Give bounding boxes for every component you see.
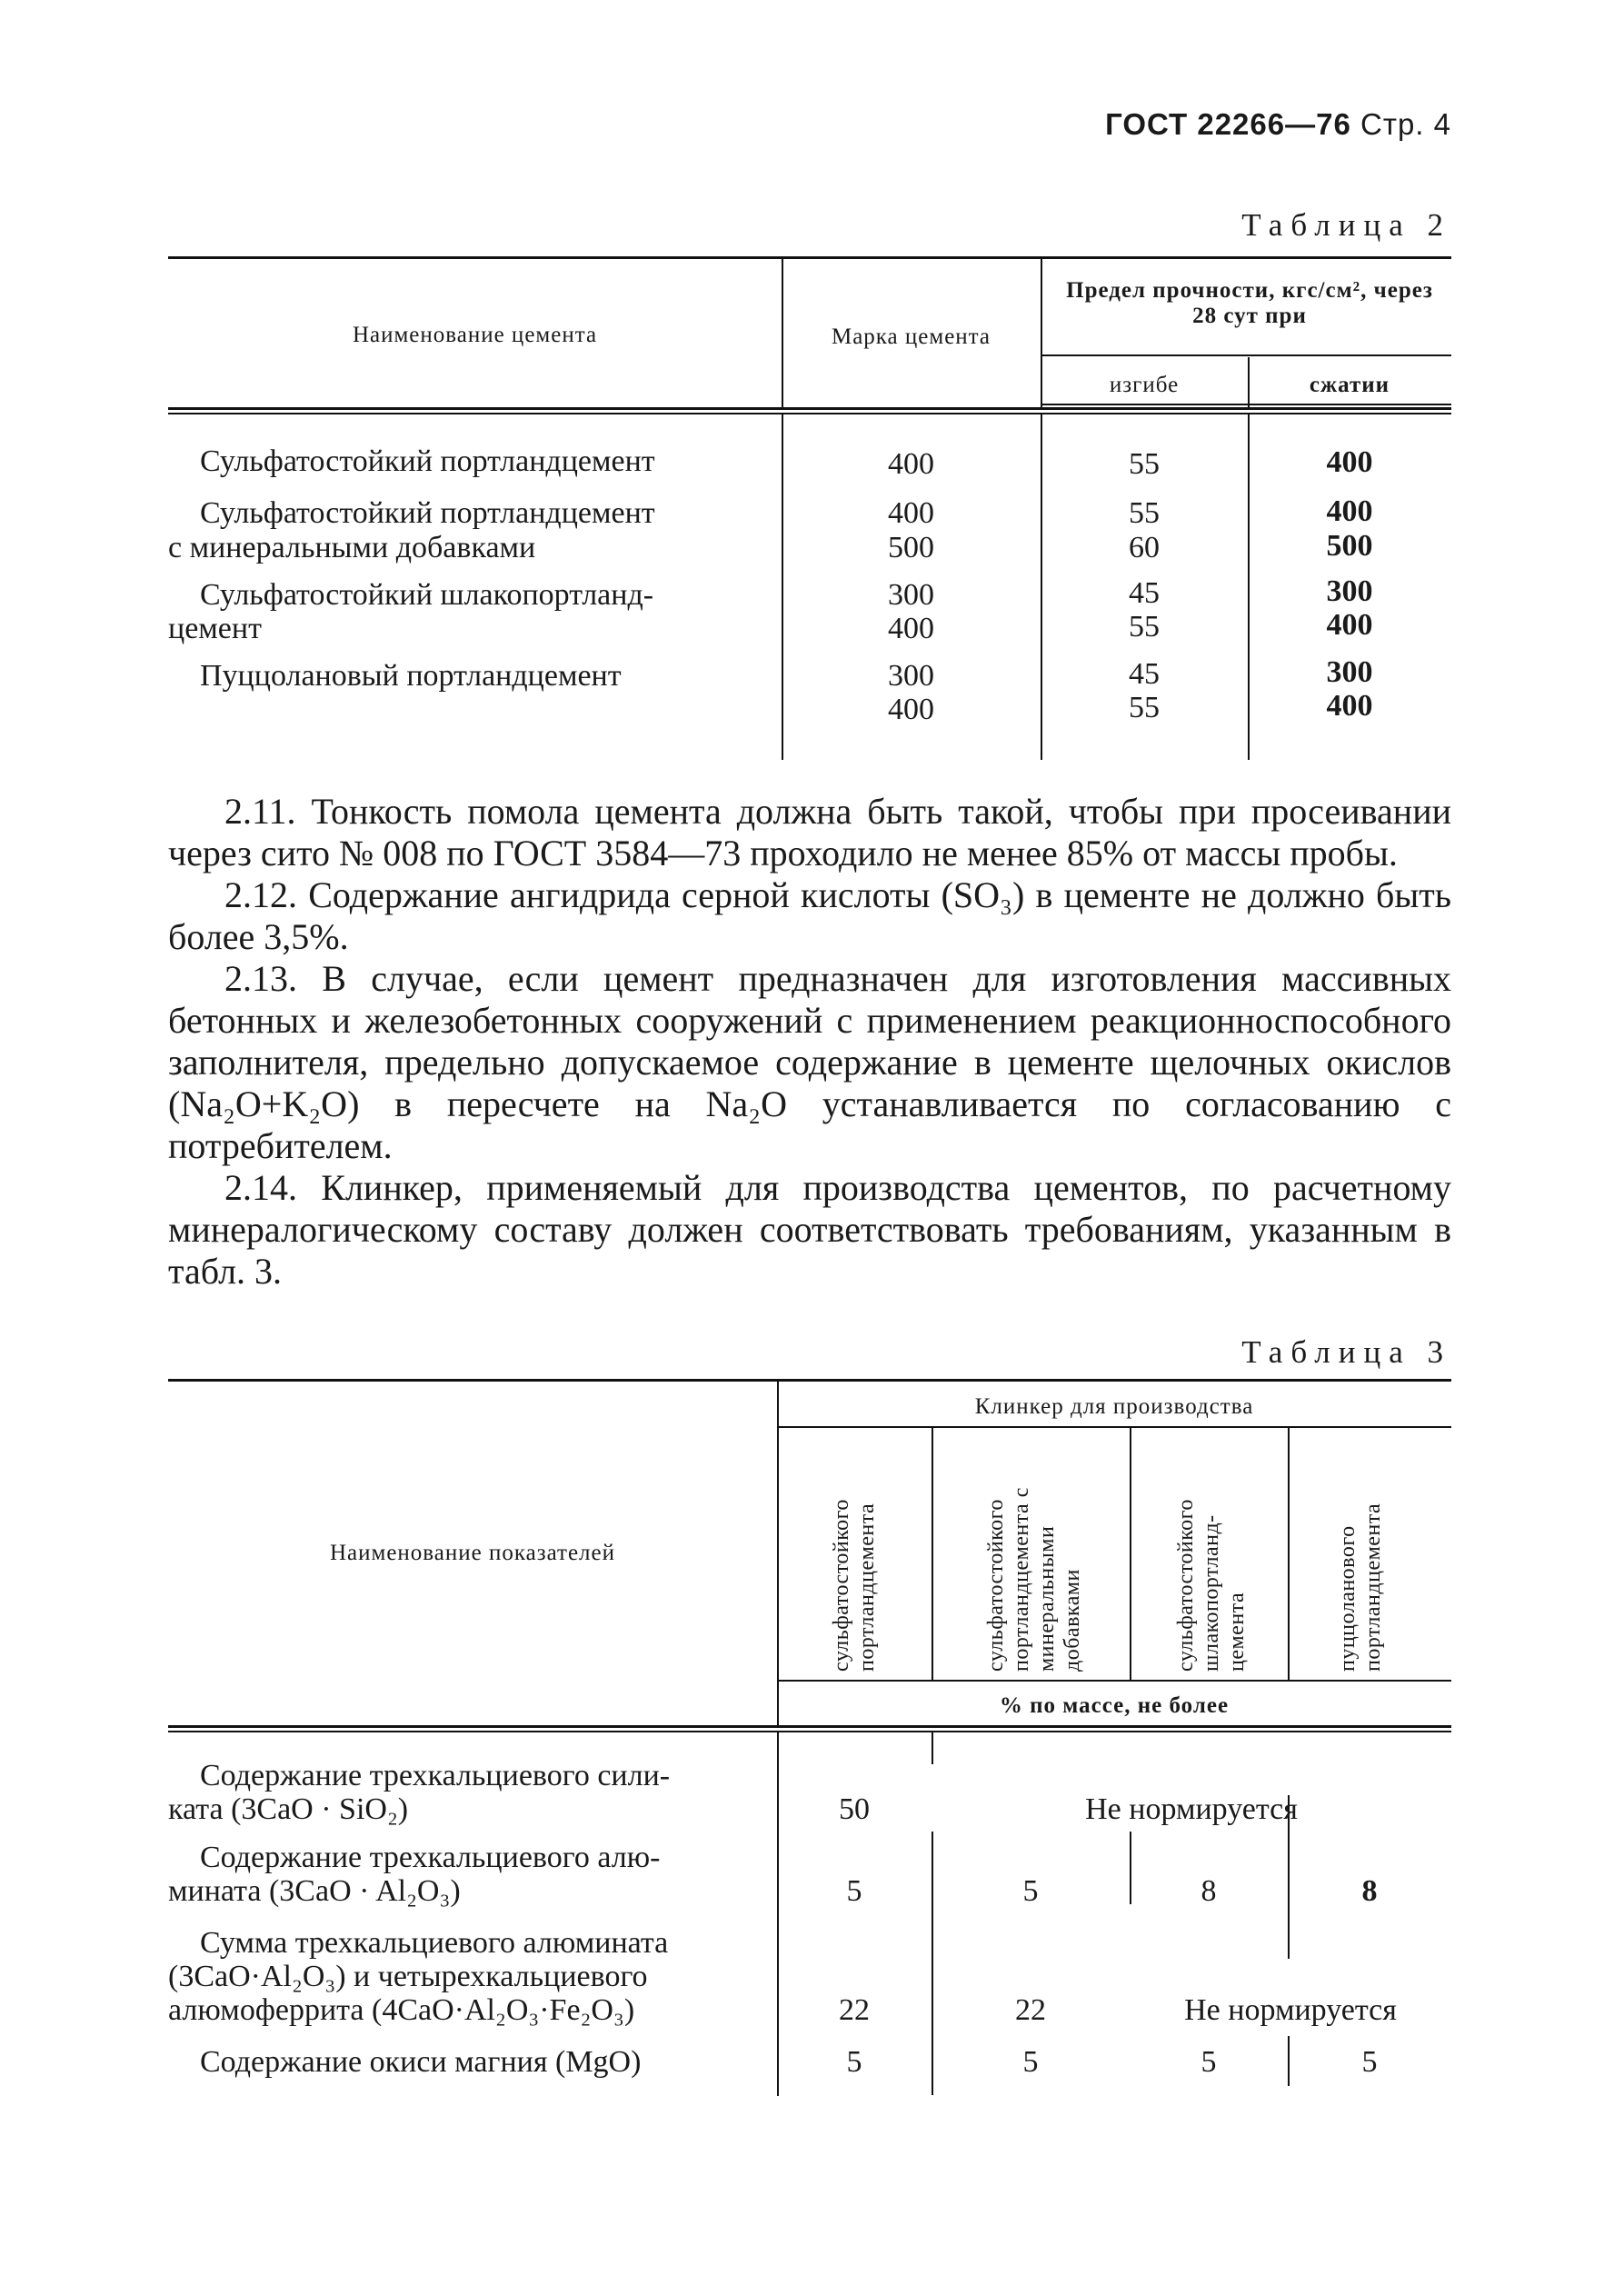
table3-col-4: пуццоланового портландцемента	[1336, 1502, 1385, 1672]
table2	[168, 255, 1451, 764]
table3-row2-name-2: мината (3CaO · Al₂O₃)	[168, 1874, 461, 1908]
table2-row3-compress-1: 300	[1326, 574, 1373, 608]
table2-row4-bend-2: 55	[1129, 691, 1160, 724]
table2-row1-name: Сульфатостойкий портландцемент	[200, 444, 655, 478]
table2-row3-grade-1: 300	[888, 578, 934, 612]
table3-row4-c2: 5	[1022, 2045, 1039, 2079]
table3-row3-not-normed: Не нормируется	[1184, 1993, 1397, 2027]
table3-col-unit: % по массе, не более	[999, 1693, 1230, 1718]
paragraph-2-13: 2.13. В случае, если цемент предназначен для изготовления массивных бетонных и железобетонных сооружений с применением реакционноспособного заполнителя, предельно допускаемое содержание в цементе щелочных окислов (Na₂O+K₂O) в пересчете на Na₂O устанавливается по согласованию с потребителем.	[168, 958, 1451, 1166]
table3-row2-name-1: Содержание трехкальциевого алю-	[200, 1841, 661, 1874]
table3-row3-c1: 22	[839, 1993, 870, 2027]
table2-strength-rule	[1041, 354, 1451, 356]
table2-row4-bend-1: 45	[1129, 657, 1160, 691]
table3-row2-c2: 5	[1022, 1874, 1039, 1908]
table2-row3-name-1: Сульфатостойкий шлакопортланд-	[200, 578, 654, 612]
paragraph-2-11: 2.11. Тонкость помола цемента должна быть такой, чтобы при просеивании через сито № 008 по ГОСТ 3584—73 проходило не менее 85% от массы пробы.	[168, 791, 1451, 873]
table2-row2-bend-2: 60	[1129, 531, 1160, 564]
table3-top-rule	[168, 1379, 1451, 1382]
table3	[168, 1377, 1451, 2104]
table2-row2-compress-2: 500	[1326, 529, 1373, 563]
table3-vline-2	[1130, 1428, 1131, 1680]
table2-col-strength: Предел прочности, кгс/см², через 28 сут при	[1066, 278, 1433, 328]
table2-header-rule-2	[168, 413, 1451, 414]
table2-row4-compress-2: 400	[1326, 689, 1373, 723]
table2-row4-grade-2: 400	[888, 693, 934, 726]
table3-row3-name-2: (3CaO·Al₂O₃) и четырехкальциевого	[168, 1960, 648, 1993]
table3-row4-name: Содержание окиси магния (MgO)	[200, 2045, 642, 2079]
table3-body-vline-main	[777, 1732, 779, 2096]
table2-caption: Таблица 2	[1241, 207, 1451, 243]
table2-row1-compress: 400	[1326, 445, 1373, 479]
table3-row1-name-1: Содержание трехкальциевого сили-	[200, 1759, 671, 1792]
table3-col-2: сульфатостойкого портландцемента с минеральными добавками	[984, 1487, 1084, 1672]
table3-row1-c1: 50	[839, 1792, 870, 1826]
table2-col-grade: Марка цемента	[831, 324, 991, 349]
standard-number: ГОСТ 22266—76	[1105, 107, 1351, 141]
table2-row2-name-1: Сульфатостойкий портландцемент	[200, 496, 655, 530]
table3-row2-c1: 5	[846, 1874, 862, 1908]
table3-row2-c3: 8	[1201, 1874, 1217, 1908]
table2-col-compress: сжатии	[1309, 373, 1390, 397]
page-header	[1105, 107, 1451, 142]
table2-col-name: Наименование цемента	[352, 323, 598, 347]
table2-row2-name-2: с минеральными добавками	[168, 531, 536, 564]
table3-row2-c4: 8	[1361, 1874, 1378, 1908]
table3-col-1: сульфатостойкого портландцемента	[830, 1499, 879, 1672]
page-number: Стр. 4	[1360, 107, 1451, 141]
table2-header-rule	[168, 407, 1451, 410]
paragraph-2-14: 2.14. Клинкер, применяемый для производства цементов, по расчетному минералогическому составу должен соответствовать требованиям, указанным в табл. 3.	[168, 1167, 1451, 1292]
table2-row3-bend-2: 55	[1129, 610, 1160, 644]
table2-row2-grade-2: 500	[888, 531, 934, 564]
table3-row4-c3: 5	[1201, 2045, 1217, 2079]
table3-caption: Таблица 3	[1241, 1334, 1451, 1370]
table2-row3-name-2: цемент	[168, 612, 262, 645]
table2-col-bend: изгибе	[1109, 373, 1180, 397]
table2-row4-name: Пуццолановый портландцемент	[200, 659, 622, 693]
table3-group-rule	[777, 1426, 1451, 1428]
table3-unit-rule	[777, 1680, 1451, 1682]
table3-vline-1	[932, 1428, 933, 1680]
table3-row3-name-3: алюмоферрита (4CaO·Al₂O₃·Fe₂O₃)	[168, 1993, 635, 2027]
table2-row1-grade: 400	[888, 447, 934, 481]
table2-row4-grade-1: 300	[888, 659, 934, 693]
table3-col-3: сульфатостойкого шлакопортланд-цемента	[1174, 1499, 1249, 1672]
table3-row3-c2: 22	[1015, 1993, 1046, 2027]
table3-col-name: Наименование показателей	[329, 1541, 616, 1565]
table3-header-rule-2	[168, 1731, 1451, 1732]
table2-subheader-rule	[1041, 404, 1451, 405]
table3-header-rule	[168, 1725, 1451, 1728]
table2-row2-compress-1: 400	[1326, 494, 1373, 528]
table3-vline-main	[777, 1381, 779, 1726]
body-text	[168, 791, 1451, 1293]
table2-row1-bend: 55	[1129, 447, 1160, 481]
table3-row1-not-normed: Не нормируется	[1085, 1792, 1298, 1826]
table3-row4-c4: 5	[1361, 2045, 1378, 2079]
table3-row3-name-1: Сумма трехкальциевого алюмината	[200, 1926, 669, 1960]
table2-row2-bend-1: 55	[1129, 496, 1160, 530]
table2-row3-bend-1: 45	[1129, 576, 1160, 610]
table3-vline-3	[1288, 1428, 1290, 1680]
paragraph-2-12: 2.12. Содержание ангидрида серной кислоты (SO₃) в цементе не должно быть более 3,5%.	[168, 874, 1451, 957]
table3-body-vline-1a	[932, 1732, 933, 1764]
table3-row1-name-2: ката (3CaO · SiO₂)	[168, 1792, 409, 1826]
table2-row3-grade-2: 400	[888, 612, 934, 645]
table3-row4-c1: 5	[846, 2045, 862, 2079]
table2-row4-compress-1: 300	[1326, 655, 1373, 689]
table2-top-rule	[168, 256, 1451, 259]
table3-col-group: Клинкер для производства	[974, 1394, 1254, 1419]
table2-row3-compress-2: 400	[1326, 608, 1373, 642]
table2-row2-grade-1: 400	[888, 496, 934, 530]
